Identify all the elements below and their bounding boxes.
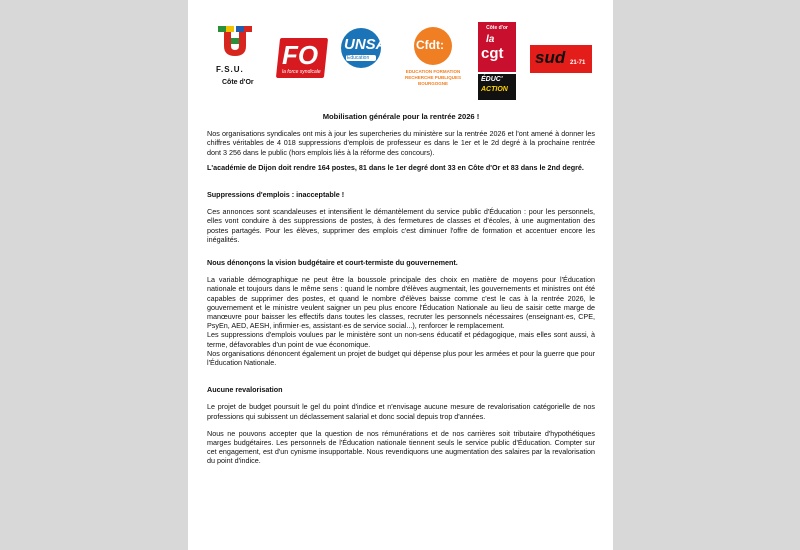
section-heading-suppressions: Suppressions d'emplois : inacceptable ! xyxy=(207,190,345,200)
cfdt-line: EDUCATION FORMATION xyxy=(405,69,461,74)
unsa-logo xyxy=(341,28,387,74)
sud-logo xyxy=(530,45,592,73)
fsu-u-emblem-icon xyxy=(218,26,252,58)
cgt-region: Côte d'or xyxy=(478,22,516,34)
cfdt-name: Cfdt: xyxy=(416,38,444,52)
intro-paragraph: Nos organisations syndicales ont mis à jour les supercheries du ministère sur la rentrée 2026 et l'ont amené à donner les chiffres véritables de 4 018 suppressions d'emplois de professeur es dans le 1er et le 2d degré à la prochaine rentrée dont 3 256 dans le public (hors emplois liés à la réforme des concours). xyxy=(207,129,595,157)
cgt-sub1: ÉDUC' xyxy=(481,76,503,83)
fsu-name: F.S.U. xyxy=(216,65,244,74)
cgt-sub2: ACTION xyxy=(481,86,508,93)
dijon-paragraph: L'académie de Dijon doit rendre 164 postes, 81 dans le 1er degré dont 33 en Côte d'Or et 83 dans le 2nd degré. xyxy=(207,162,584,172)
section-paragraph: La variable démographique ne peut être la boussole principale des choix en matière de moyens pour l'Éducation nationale et toujours dans le même sens : quand le nombre d'élèves augmentait, les gouvernements et ministres ont été capables de supprimer des postes, et quand le nombre d'élèves baisse comme c'est le cas à la rentrée 2026, le gouvernement et le ministre veulent saigner un peu plus encore l'Éducation Nationale au lieu de saisir cette marge de manœuvre pour baisser les effectifs dans toutes les classes, recruter les personnels nécessaires (enseignant·es, CPE, PsyEn, AED, AESH, infirmier·es, assistant·es de service social...), renforcer le remplacement. xyxy=(207,275,595,331)
document-page xyxy=(188,0,613,550)
cfdt-logo xyxy=(403,27,463,99)
section-paragraph: Nos organisations dénoncent également un projet de budget qui dépense plus pour les armées et pour la guerre que pour l'Éducation Nationale. xyxy=(207,348,595,368)
document-body xyxy=(207,112,595,466)
fo-tagline: la force syndicale xyxy=(282,69,321,75)
section-paragraph: Le projet de budget poursuit le gel du point d'indice et n'envisage aucune mesure de revalorisation catégorielle de nos professions qui subissent un déclassement salarial et donc social depuis trop d'années. xyxy=(207,402,595,421)
section-paragraph: Nous ne pouvons accepter que la question de nos rémunérations et de nos carrières soit tributaire d'hypothétiques marges budgétaires. Les personnels de l'Éducation nationale tiennent seuls le service public d'Éducation. Compter sur cet engagement, est d'un cynisme insupportable. Nous revendiquons une augmentation des salaires par la revalorisation du point d'indice. xyxy=(207,428,595,466)
section-heading-vision: Nous dénonçons la vision budgétaire et court-termiste du gouvernement. xyxy=(207,258,458,268)
unsa-name: UNSA xyxy=(344,36,387,53)
cfdt-line: BOURGOGNE xyxy=(417,81,448,86)
section-paragraph: Ces annonces sont scandaleuses et intensifient le démantèlement du service public d'Éducation : pour les personnels, elles vont conduire à des suppressions de postes, à des fermetures de classes et d'écoles, à une augmentation des postes partagés. Pour les élèves, supprimer des emplois c'est diminuer l'offre de formation et accentuer encore les inégalités. xyxy=(207,207,595,244)
union-logos-header xyxy=(188,0,613,108)
unsa-sub: Éducation xyxy=(347,55,370,61)
section-heading-revalorisation: Aucune revalorisation xyxy=(207,385,283,395)
cfdt-line: RECHERCHE PUBLIQUES xyxy=(404,75,461,80)
sud-number: 21-71 xyxy=(570,60,586,66)
section-paragraph: Les suppressions d'emplois voulues par le ministère sont un non-sens éducatif et pédagogique, mais elles sont aussi, à terme, défavorables d'un point de vue économique. xyxy=(207,330,595,349)
cgt-la: la xyxy=(486,34,495,45)
cgt-logo xyxy=(478,22,516,100)
document-title: Mobilisation générale pour la rentrée 2026 ! xyxy=(322,112,480,121)
fsu-region: Côte d'Or xyxy=(222,79,254,86)
fo-name: FO xyxy=(282,40,319,70)
cgt-name: cgt xyxy=(481,45,504,62)
fsu-logo xyxy=(214,26,270,96)
sud-name: sud xyxy=(535,48,566,67)
fo-logo xyxy=(278,38,328,78)
